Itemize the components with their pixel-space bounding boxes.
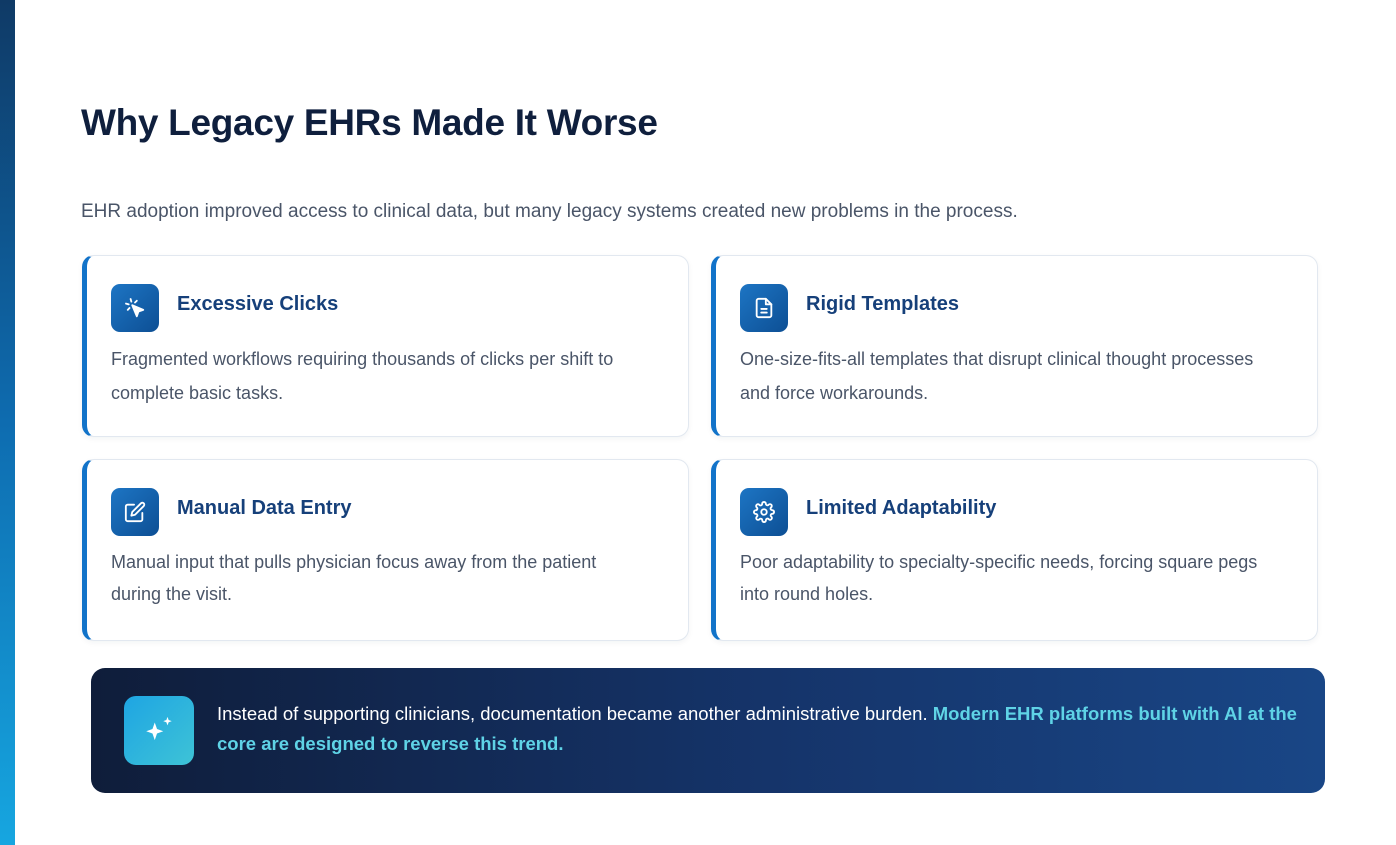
card-title: Limited Adaptability (806, 497, 997, 519)
cursor-click-icon (111, 284, 159, 332)
card-limited-adaptability (711, 459, 1318, 641)
callout-statement: Instead of supporting clinicians, documentation became another administrative burden. (217, 703, 928, 724)
card-excessive-clicks (82, 255, 689, 437)
sparkles-icon (124, 696, 194, 765)
document-icon (740, 284, 788, 332)
card-title: Manual Data Entry (177, 497, 352, 519)
card-manual-data-entry (82, 459, 689, 641)
page-subtitle: EHR adoption improved access to clinical data, but many legacy systems created new problems in the process. (81, 201, 1018, 222)
page-title: Why Legacy EHRs Made It Worse (81, 102, 658, 143)
edit-icon (111, 488, 159, 536)
card-description: Manual input that pulls physician focus away from the patient during the visit. (111, 552, 597, 604)
card-title: Rigid Templates (806, 293, 959, 315)
callout-highlight: Modern EHR platforms built with AI at the core are designed to reverse this trend. (217, 703, 1297, 754)
accent-sidebar-stripe (0, 0, 15, 845)
card-rigid-templates (711, 255, 1318, 437)
card-description: Fragmented workflows requiring thousands of clicks per shift to complete basic tasks. (111, 349, 614, 403)
gear-icon (740, 488, 788, 536)
callout-banner (91, 668, 1325, 793)
callout-text (217, 699, 1297, 759)
card-title: Excessive Clicks (177, 293, 339, 315)
card-description: One-size-fits-all templates that disrupt clinical thought processes and force workarounds. (740, 349, 1254, 403)
card-description: Poor adaptability to specialty-specific needs, forcing square pegs into round holes. (740, 552, 1258, 604)
